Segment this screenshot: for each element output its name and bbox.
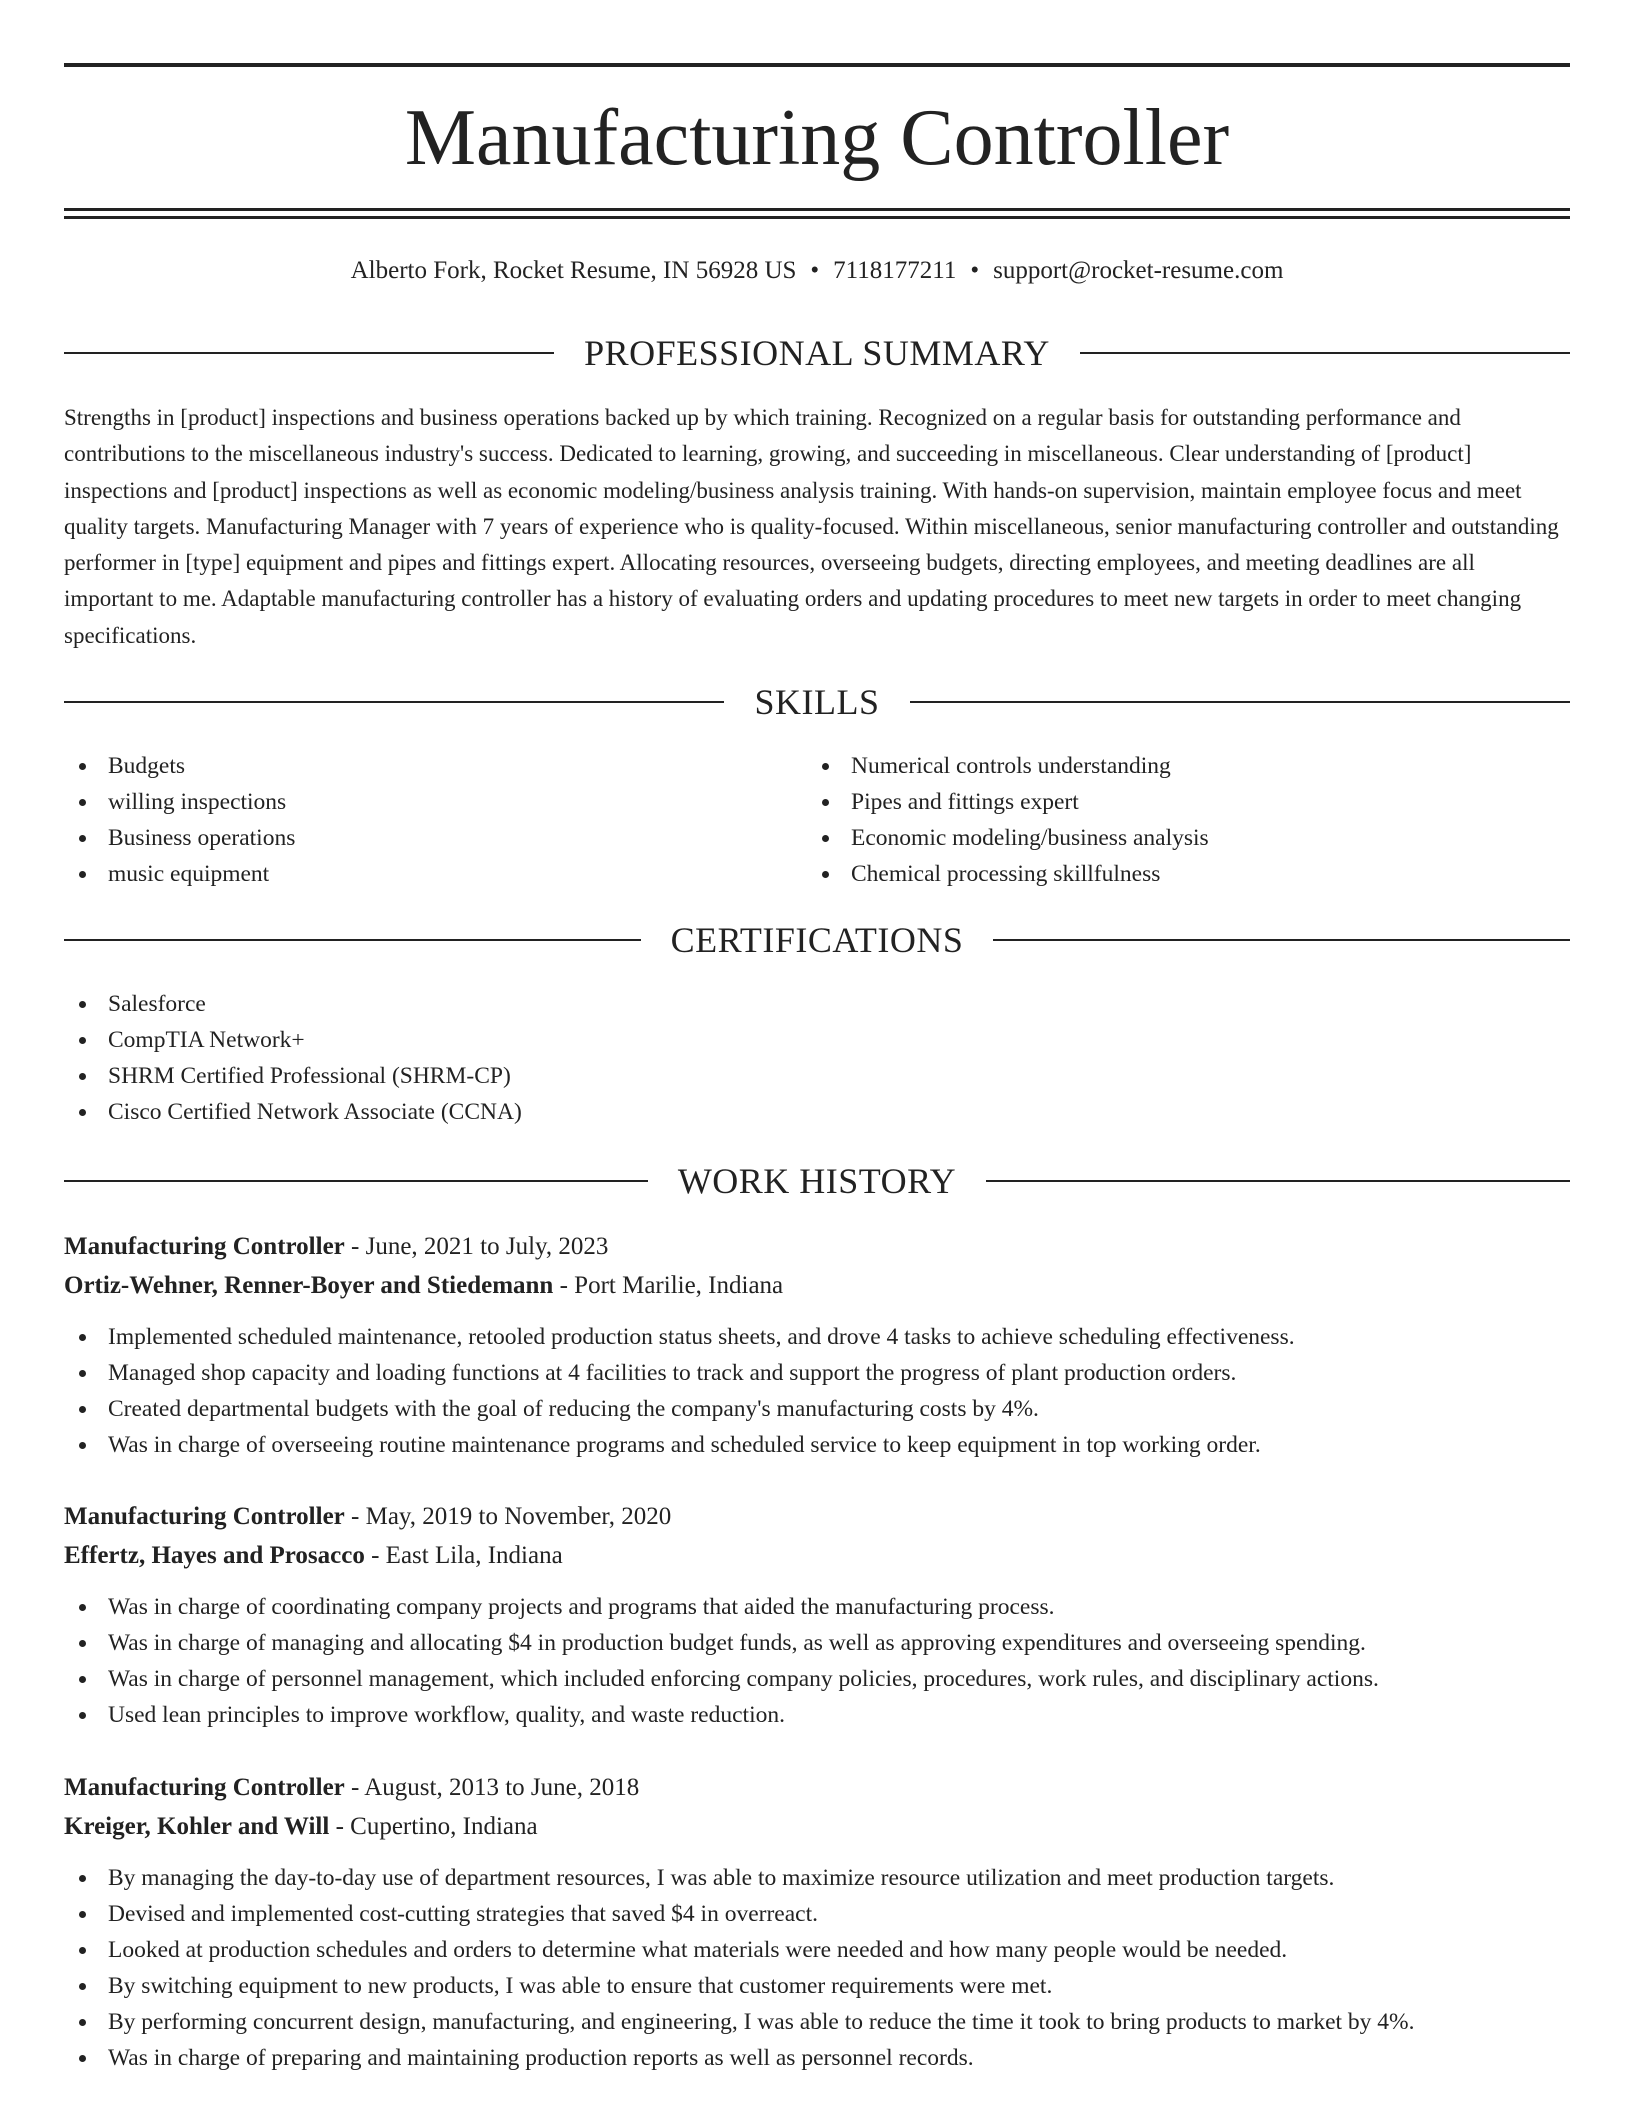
contact-phone: 7118177211 <box>833 257 957 284</box>
skill-item: Economic modeling/business analysis <box>807 820 1507 856</box>
job-company-line <box>64 1807 1570 1846</box>
job-bullet: Was in charge of preparing and maintaining production reports as well as personnel records. <box>64 2040 1570 2076</box>
contact-email[interactable]: support@rocket-resume.com <box>993 257 1284 284</box>
job-bullet: Used lean principles to improve workflow, quality, and waste reduction. <box>64 1697 1570 1733</box>
resume-title: Manufacturing Controller <box>404 94 1230 182</box>
certification-item: Cisco Certified Network Associate (CCNA) <box>64 1094 1570 1130</box>
job-bullet: Devised and implemented cost-cutting strategies that saved $4 in overreact. <box>64 1896 1570 1932</box>
job-dates: - August, 2013 to June, 2018 <box>344 1774 640 1801</box>
summary-heading-label: PROFESSIONAL SUMMARY <box>554 333 1080 373</box>
job-bullet: Looked at production schedules and orders to determine what materials were needed and how many people would be needed. <box>64 1932 1570 1968</box>
job-entry <box>64 1497 1570 1733</box>
contact-address: Alberto Fork, Rocket Resume, IN 56928 US <box>350 257 797 284</box>
job-title-line <box>64 1768 1570 1807</box>
job-dates: - June, 2021 to July, 2023 <box>344 1233 609 1260</box>
job-bullet: Was in charge of overseeing routine maintenance programs and scheduled service to keep equipment in top working order. <box>64 1427 1570 1463</box>
job-location: - Port Marilie, Indiana <box>553 1272 784 1299</box>
skills-heading-label: SKILLS <box>724 682 909 722</box>
job-bullet: Was in charge of managing and allocating $4 in production budget funds, as well as approving expenditures and overseeing spending. <box>64 1625 1570 1661</box>
job-title-line <box>64 1227 1570 1266</box>
job-bullet: Created departmental budgets with the goal of reducing the company's manufacturing costs by 4%. <box>64 1391 1570 1427</box>
certifications-list <box>64 986 1570 1130</box>
skill-item: Numerical controls understanding <box>807 748 1507 784</box>
work-history-heading <box>64 1159 1570 1203</box>
skill-item: Business operations <box>64 820 764 856</box>
contact-separator: • <box>970 257 980 284</box>
job-title: Manufacturing Controller <box>64 1774 345 1801</box>
job-location: - Cupertino, Indiana <box>329 1813 538 1840</box>
job-bullet: Was in charge of personnel management, which included enforcing company policies, procedures, work rules, and disciplinary actions. <box>64 1661 1570 1697</box>
job-title: Manufacturing Controller <box>64 1503 345 1530</box>
skills-list-right <box>807 748 1507 892</box>
skill-item: music equipment <box>64 856 764 892</box>
skill-item: Pipes and fittings expert <box>807 784 1507 820</box>
work-history-heading-label: WORK HISTORY <box>648 1161 986 1201</box>
job-bullet: By switching equipment to new products, I was able to ensure that customer requirements were met. <box>64 1968 1570 2004</box>
job-bullet: By performing concurrent design, manufacturing, and engineering, I was able to reduce the time it took to bring products to market by 4%. <box>64 2004 1570 2040</box>
job-title: Manufacturing Controller <box>64 1233 345 1260</box>
job-bullets <box>64 1319 1570 1463</box>
certification-item: Salesforce <box>64 986 1570 1022</box>
title-rule-lower <box>64 216 1570 219</box>
professional-summary: Strengths in [product] inspections and business operations backed up by which training. Recognized on a regular basis for outstanding performance and contributions to the miscellaneous industry's success. Dedicated to learning, growing, and succeeding in miscellaneous. Clear understanding of [product] inspections and [product] inspections as well as economic modeling/business analysis training. With hands-on supervision, maintain employee focus and meet quality targets. Manufacturing Manager with 7 years of experience who is quality-focused. Within miscellaneous, senior manufacturing controller and outstanding performer in [type] equipment and pipes and fittings expert. Allocating resources, overseeing budgets, directing employees, and meeting deadlines are all important to me. Adaptable manufacturing controller has a history of evaluating orders and updating procedures to meet new targets in order to meet changing specifications. <box>64 405 1559 648</box>
job-company: Effertz, Hayes and Prosacco <box>64 1542 365 1569</box>
title-rule-upper <box>64 208 1570 211</box>
job-bullet: Implemented scheduled maintenance, retooled production status sheets, and drove 4 tasks to achieve scheduling effectiveness. <box>64 1319 1570 1355</box>
job-dates: - May, 2019 to November, 2020 <box>344 1503 672 1530</box>
job-entry <box>64 1768 1570 2076</box>
job-company: Ortiz-Wehner, Renner-Boyer and Stiedemann <box>64 1272 554 1299</box>
job-title-line <box>64 1497 1570 1536</box>
summary-heading <box>64 331 1570 375</box>
job-bullets <box>64 1860 1570 2076</box>
job-company: Kreiger, Kohler and Will <box>64 1813 330 1840</box>
job-bullet: By managing the day-to-day use of department resources, I was able to maximize resource utilization and meet production targets. <box>64 1860 1570 1896</box>
certification-item: SHRM Certified Professional (SHRM-CP) <box>64 1058 1570 1094</box>
skill-item: willing inspections <box>64 784 764 820</box>
skills-list-left <box>64 748 764 892</box>
job-company-line <box>64 1266 1570 1305</box>
job-bullet: Was in charge of coordinating company projects and programs that aided the manufacturing process. <box>64 1589 1570 1625</box>
contact-line <box>64 255 1570 287</box>
job-company-line <box>64 1536 1570 1575</box>
top-rule <box>64 63 1570 67</box>
skill-item: Budgets <box>64 748 764 784</box>
certification-item: CompTIA Network+ <box>64 1022 1570 1058</box>
certifications-heading <box>64 918 1570 962</box>
job-bullet: Managed shop capacity and loading functions at 4 facilities to track and support the progress of plant production orders. <box>64 1355 1570 1391</box>
skills-heading <box>64 680 1570 724</box>
skill-item: Chemical processing skillfulness <box>807 856 1507 892</box>
job-bullets <box>64 1589 1570 1733</box>
job-entry <box>64 1227 1570 1463</box>
certifications-heading-label: CERTIFICATIONS <box>641 920 994 960</box>
contact-separator: • <box>810 257 820 284</box>
job-location: - East Lila, Indiana <box>364 1542 563 1569</box>
